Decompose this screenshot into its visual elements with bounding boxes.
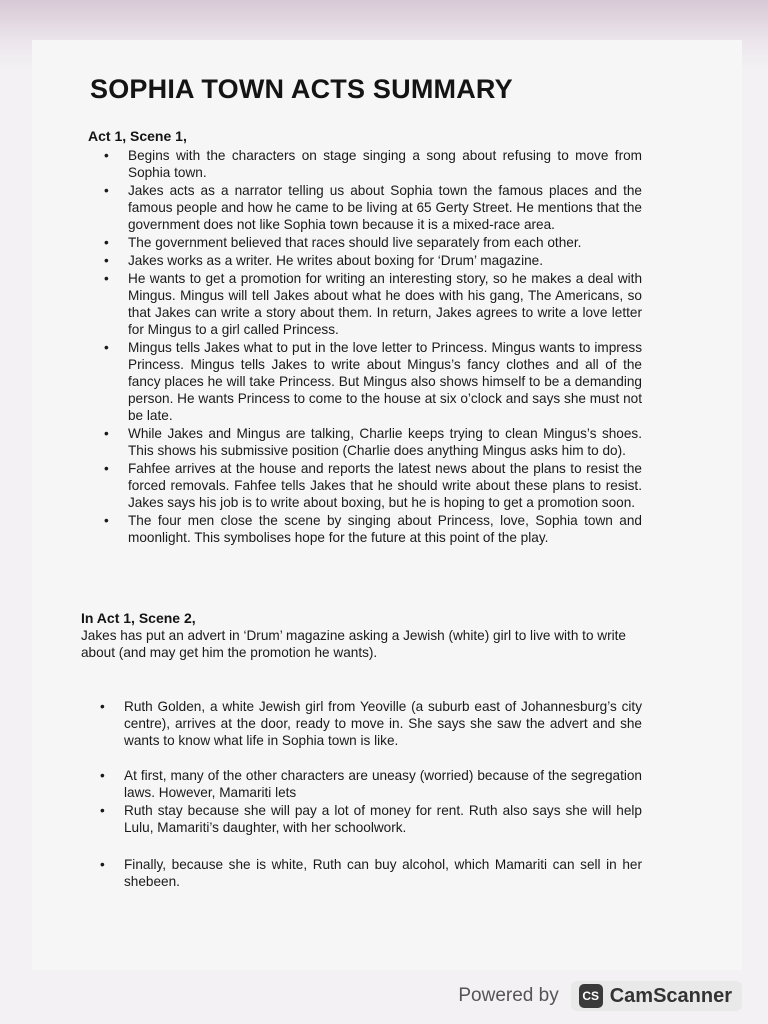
act1-scene2-intro: Jakes has put an advert in ‘Drum’ magazine asking a Jewish (white) girl to live with to write about (and may get him the promotion he wants). <box>81 628 626 660</box>
watermark-brand: CamScanner <box>609 984 732 1007</box>
document-title: SOPHIA TOWN ACTS SUMMARY <box>90 74 513 104</box>
bullet-text: Jakes acts as a narrator telling us about Sophia town the famous places and the famous people and how he came to be living at 65 Gerty Street. He mentions that the government does not like Sophia town because it is a mixed-race area. <box>128 183 642 232</box>
camscanner-watermark <box>458 978 742 1014</box>
watermark-badge <box>571 981 742 1011</box>
bullet-item <box>104 182 642 233</box>
bullet-text: The government believed that races should live separately from each other. <box>128 235 582 250</box>
bullet-dot-icon: • <box>104 461 109 476</box>
bullet-text: Ruth stay because she will pay a lot of money for rent. Ruth also says she will help Lulu, Mamariti’s daughter, with her schoolwork. <box>124 803 642 835</box>
bullet-text: The four men close the scene by singing about Princess, love, Sophia town and moonlight. This symbolises hope for the future at this point of the play. <box>128 513 642 545</box>
bullet-item <box>104 147 642 181</box>
bullet-text: Mingus tells Jakes what to put in the love letter to Princess. Mingus wants to impress Princess. Mingus tells Jakes to write about Mingus’s fancy clothes and all of the fancy places he will take Princess. But Mingus also shows himself to be a demanding person. He wants Princess to come to the house at six o’clock and says she must not be late. <box>128 340 642 423</box>
bullet-text: He wants to get a promotion for writing an interesting story, so he makes a deal with Mingus. Mingus will tell Jakes about what he does with his gang, The Americans, so that Jakes can write a story about them. In return, Jakes agrees to write a love letter for Mingus to a girl called Princess. <box>128 271 642 337</box>
bullet-dot-icon: • <box>104 513 109 528</box>
watermark-powered-by: Powered by <box>458 985 559 1006</box>
bullet-dot-icon: • <box>104 148 109 163</box>
act1-scene2-bullets-a <box>100 698 642 750</box>
bullet-item <box>100 802 642 836</box>
bullet-dot-icon: • <box>100 803 105 818</box>
act1-scene1-bullets <box>104 147 642 547</box>
bullet-text: While Jakes and Mingus are talking, Charlie keeps trying to clean Mingus’s shoes. This shows his submissive position (Charlie does anything Mingus asks him to do). <box>128 426 642 458</box>
bullet-dot-icon: • <box>104 235 109 250</box>
act1-scene2-heading: In Act 1, Scene 2, <box>81 610 196 626</box>
bullet-item <box>104 270 642 338</box>
bullet-item <box>104 339 642 424</box>
bullet-text: At first, many of the other characters are uneasy (worried) because of the segregation laws. However, Mamariti lets <box>124 768 642 800</box>
bullet-text: Begins with the characters on stage singing a song about refusing to move from Sophia town. <box>128 148 642 180</box>
bullet-dot-icon: • <box>104 271 109 286</box>
act1-scene2-bullets-c <box>100 856 642 891</box>
bullet-dot-icon: • <box>100 768 105 783</box>
bullet-item <box>104 512 642 546</box>
bullet-item <box>104 460 642 511</box>
bullet-dot-icon: • <box>104 183 109 198</box>
bullet-item <box>100 767 642 801</box>
bullet-dot-icon: • <box>100 699 105 714</box>
bullet-dot-icon: • <box>100 857 105 872</box>
bullet-item <box>100 698 642 749</box>
act1-scene1-heading: Act 1, Scene 1, <box>88 128 187 144</box>
bullet-text: Ruth Golden, a white Jewish girl from Yeoville (a suburb east of Johannesburg’s city centre), arrives at the door, ready to move in. She says she saw the advert and she wants to know what life in Sophia town is like. <box>124 699 642 748</box>
bullet-text: Finally, because she is white, Ruth can buy alcohol, which Mamariti can sell in her shebeen. <box>124 857 642 889</box>
bullet-item <box>100 856 642 890</box>
bullet-text: Jakes works as a writer. He writes about boxing for ‘Drum’ magazine. <box>128 253 544 268</box>
bullet-dot-icon: • <box>104 253 109 268</box>
bullet-dot-icon: • <box>104 426 109 441</box>
bullet-item <box>104 234 642 251</box>
act1-scene2-bullets-b <box>100 767 642 837</box>
bullet-item <box>104 425 642 459</box>
bullet-item <box>104 252 642 269</box>
camscanner-logo-icon: CS <box>579 984 603 1008</box>
bullet-text: Fahfee arrives at the house and reports the latest news about the plans to resist the forced removals. Fahfee tells Jakes that he should write about these plans to resist. Jakes says his job is to write about boxing, but he is hoping to get a promotion soon. <box>128 461 642 510</box>
bullet-dot-icon: • <box>104 340 109 355</box>
